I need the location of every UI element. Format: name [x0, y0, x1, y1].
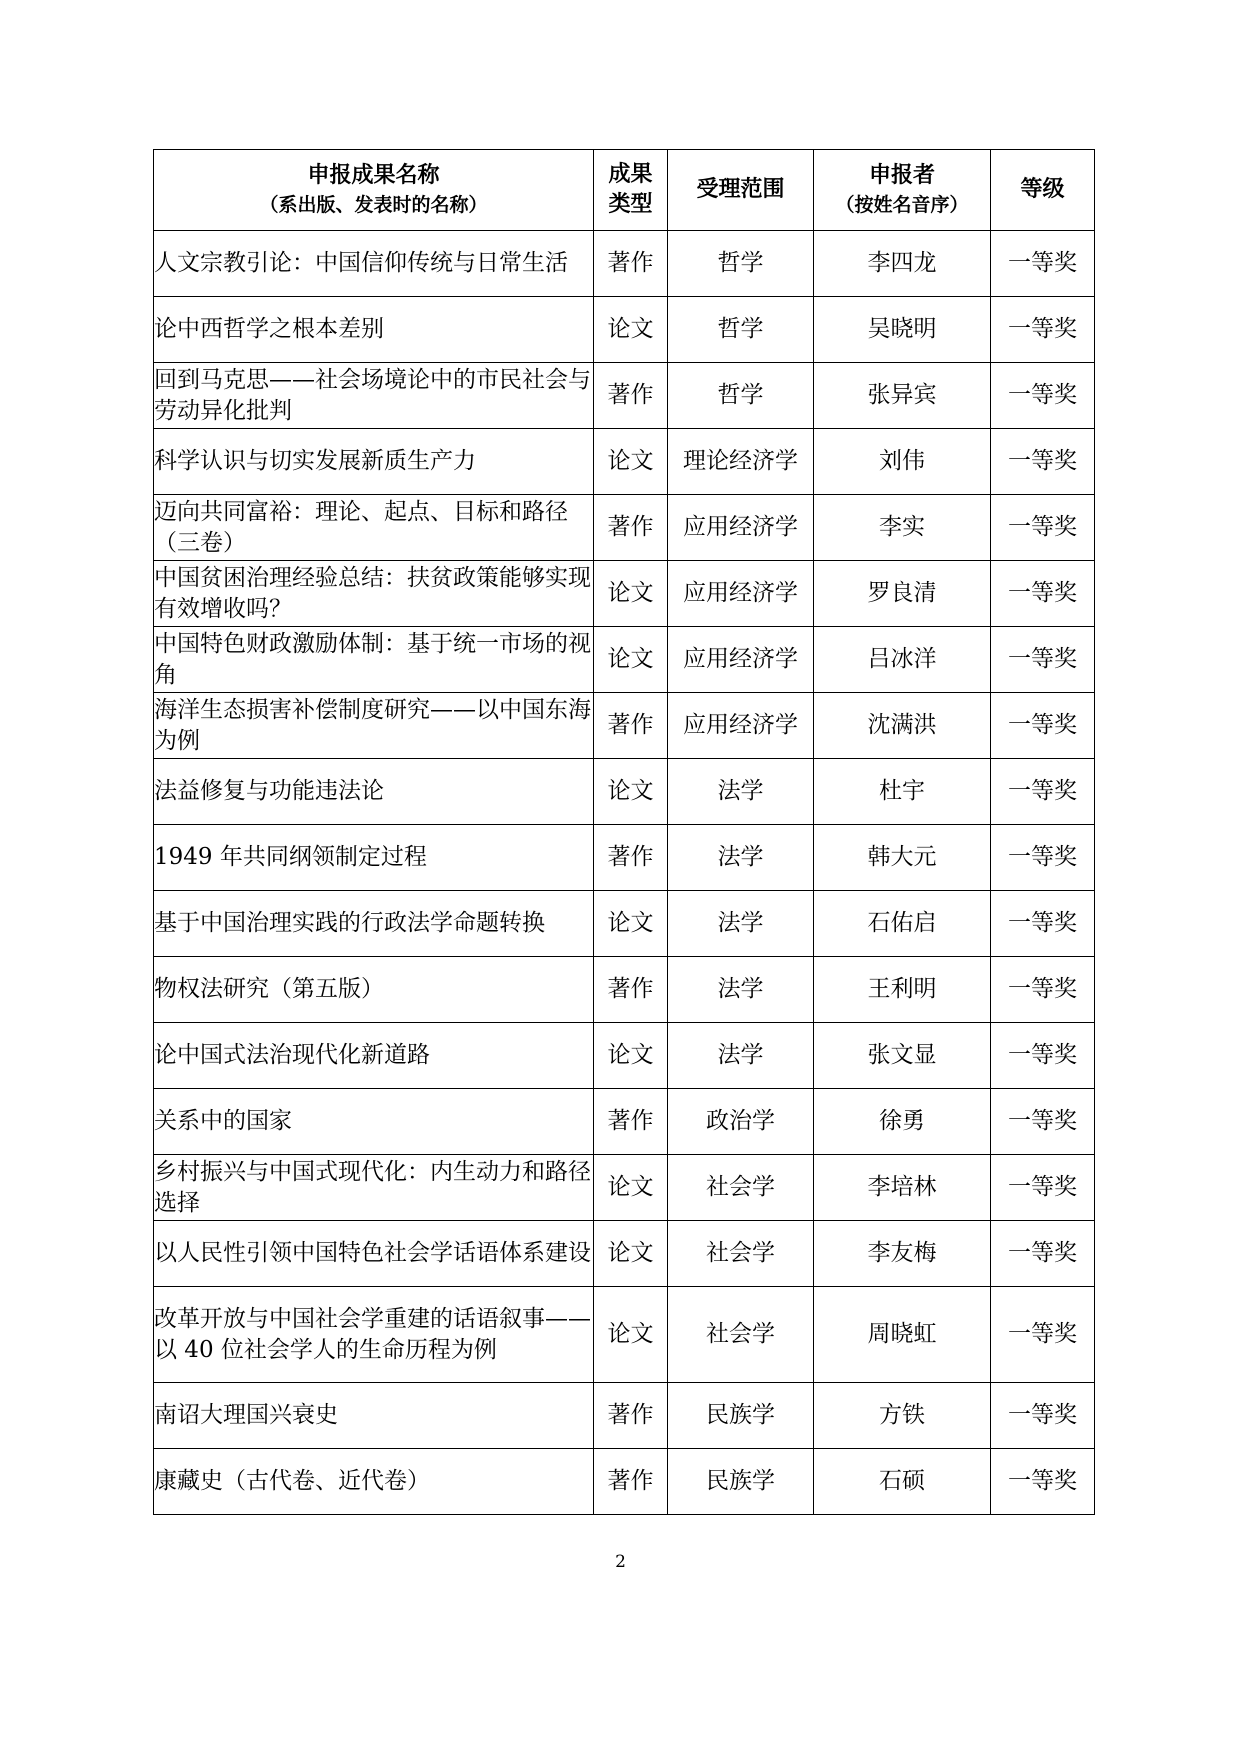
cell-type: 论文: [594, 759, 668, 825]
cell-title: 人文宗教引论：中国信仰传统与日常生活: [154, 231, 594, 297]
cell-scope: 应用经济学: [668, 495, 814, 561]
cell-grade: 一等奖: [991, 1023, 1095, 1089]
cell-author: 李培林: [814, 1155, 991, 1221]
table-row: [154, 891, 1095, 957]
cell-scope: 社会学: [668, 1155, 814, 1221]
table-row: [154, 957, 1095, 1023]
cell-author: 罗良清: [814, 561, 991, 627]
cell-title: 论中西哲学之根本差别: [154, 297, 594, 363]
cell-grade: 一等奖: [991, 759, 1095, 825]
cell-grade: 一等奖: [991, 1449, 1095, 1515]
cell-scope: 理论经济学: [668, 429, 814, 495]
cell-type: 论文: [594, 1155, 668, 1221]
cell-grade: 一等奖: [991, 825, 1095, 891]
cell-scope: 哲学: [668, 231, 814, 297]
cell-author: 李实: [814, 495, 991, 561]
header-grade: [991, 150, 1095, 231]
cell-scope: 哲学: [668, 297, 814, 363]
table-row: [154, 561, 1095, 627]
cell-author: 吕冰洋: [814, 627, 991, 693]
cell-scope: 法学: [668, 759, 814, 825]
cell-type: 论文: [594, 1023, 668, 1089]
cell-grade: 一等奖: [991, 363, 1095, 429]
table-row: [154, 1155, 1095, 1221]
cell-title: 科学认识与切实发展新质生产力: [154, 429, 594, 495]
cell-grade: 一等奖: [991, 297, 1095, 363]
cell-title: 康藏史（古代卷、近代卷）: [154, 1449, 594, 1515]
cell-scope: 应用经济学: [668, 561, 814, 627]
cell-type: 论文: [594, 1221, 668, 1287]
table-row: [154, 1287, 1095, 1383]
cell-author: 徐勇: [814, 1089, 991, 1155]
cell-grade: 一等奖: [991, 1221, 1095, 1287]
cell-author: 刘伟: [814, 429, 991, 495]
cell-scope: 应用经济学: [668, 627, 814, 693]
cell-type: 著作: [594, 957, 668, 1023]
table-row: [154, 1089, 1095, 1155]
cell-author: 李友梅: [814, 1221, 991, 1287]
cell-scope: 民族学: [668, 1383, 814, 1449]
cell-title: 基于中国治理实践的行政法学命题转换: [154, 891, 594, 957]
cell-grade: 一等奖: [991, 957, 1095, 1023]
cell-type: 论文: [594, 627, 668, 693]
cell-type: 论文: [594, 561, 668, 627]
cell-title: 迈向共同富裕：理论、起点、目标和路径（三卷）: [154, 495, 594, 561]
cell-title: 改革开放与中国社会学重建的话语叙事——以 40 位社会学人的生命历程为例: [154, 1287, 594, 1383]
header-title-sub: （系出版、发表时的名称）: [259, 194, 488, 216]
cell-title: 以人民性引领中国特色社会学话语体系建设: [154, 1221, 594, 1287]
cell-grade: 一等奖: [991, 495, 1095, 561]
header-author-main: 申报者: [868, 163, 935, 188]
cell-type: 著作: [594, 231, 668, 297]
header-row: [154, 150, 1095, 231]
cell-type: 著作: [594, 1089, 668, 1155]
cell-grade: 一等奖: [991, 693, 1095, 759]
cell-title: 中国特色财政激励体制：基于统一市场的视角: [154, 627, 594, 693]
cell-scope: 法学: [668, 1023, 814, 1089]
table-row: [154, 429, 1095, 495]
cell-type: 论文: [594, 429, 668, 495]
header-scope: [668, 150, 814, 231]
cell-title: 回到马克思——社会场境论中的市民社会与劳动异化批判: [154, 363, 594, 429]
cell-grade: 一等奖: [991, 1287, 1095, 1383]
cell-grade: 一等奖: [991, 1089, 1095, 1155]
cell-author: 张异宾: [814, 363, 991, 429]
cell-title: 1949 年共同纲领制定过程: [154, 825, 594, 891]
table-row: [154, 627, 1095, 693]
table-row: [154, 693, 1095, 759]
cell-grade: 一等奖: [991, 561, 1095, 627]
cell-type: 著作: [594, 1449, 668, 1515]
cell-scope: 民族学: [668, 1449, 814, 1515]
header-author: [814, 150, 991, 231]
table-row: [154, 297, 1095, 363]
cell-author: 李四龙: [814, 231, 991, 297]
cell-type: 著作: [594, 693, 668, 759]
table-row: [154, 1023, 1095, 1089]
table-row: [154, 495, 1095, 561]
page-number: 2: [615, 1552, 626, 1572]
cell-type: 著作: [594, 825, 668, 891]
cell-grade: 一等奖: [991, 627, 1095, 693]
cell-author: 石硕: [814, 1449, 991, 1515]
cell-title: 海洋生态损害补偿制度研究——以中国东海为例: [154, 693, 594, 759]
header-scope-label: 受理范围: [696, 177, 785, 202]
header-title: [154, 150, 594, 231]
table-row: [154, 1383, 1095, 1449]
cell-type: 著作: [594, 363, 668, 429]
cell-author: 石佑启: [814, 891, 991, 957]
header-title-main: 申报成果名称: [307, 163, 440, 188]
cell-scope: 社会学: [668, 1221, 814, 1287]
table-row: [154, 1449, 1095, 1515]
cell-author: 周晓虹: [814, 1287, 991, 1383]
cell-grade: 一等奖: [991, 429, 1095, 495]
header-author-sub: （按姓名音序）: [835, 194, 969, 216]
cell-title: 法益修复与功能违法论: [154, 759, 594, 825]
cell-title: 关系中的国家: [154, 1089, 594, 1155]
cell-grade: 一等奖: [991, 231, 1095, 297]
cell-author: 张文显: [814, 1023, 991, 1089]
awards-table: [153, 149, 1095, 1515]
cell-scope: 法学: [668, 825, 814, 891]
cell-scope: 应用经济学: [668, 693, 814, 759]
header-type-line1: 成果: [608, 162, 653, 187]
cell-scope: 法学: [668, 891, 814, 957]
cell-title: 乡村振兴与中国式现代化：内生动力和路径选择: [154, 1155, 594, 1221]
header-grade-label: 等级: [1020, 177, 1065, 202]
cell-grade: 一等奖: [991, 1155, 1095, 1221]
cell-author: 王利明: [814, 957, 991, 1023]
cell-type: 论文: [594, 891, 668, 957]
cell-title: 论中国式法治现代化新道路: [154, 1023, 594, 1089]
cell-author: 杜宇: [814, 759, 991, 825]
table-row: [154, 363, 1095, 429]
cell-grade: 一等奖: [991, 1383, 1095, 1449]
cell-type: 著作: [594, 1383, 668, 1449]
header-type: [594, 150, 668, 231]
table-row: [154, 231, 1095, 297]
cell-author: 韩大元: [814, 825, 991, 891]
cell-grade: 一等奖: [991, 891, 1095, 957]
cell-scope: 政治学: [668, 1089, 814, 1155]
cell-scope: 哲学: [668, 363, 814, 429]
table-row: [154, 1221, 1095, 1287]
table-body: [154, 231, 1095, 1515]
cell-author: 吴晓明: [814, 297, 991, 363]
cell-title: 物权法研究（第五版）: [154, 957, 594, 1023]
cell-type: 著作: [594, 495, 668, 561]
table-row: [154, 825, 1095, 891]
cell-scope: 法学: [668, 957, 814, 1023]
table-row: [154, 759, 1095, 825]
table-header: [154, 150, 1095, 231]
cell-author: 方铁: [814, 1383, 991, 1449]
cell-type: 论文: [594, 297, 668, 363]
cell-author: 沈满洪: [814, 693, 991, 759]
cell-title: 南诏大理国兴衰史: [154, 1383, 594, 1449]
cell-scope: 社会学: [668, 1287, 814, 1383]
cell-type: 论文: [594, 1287, 668, 1383]
cell-title: 中国贫困治理经验总结：扶贫政策能够实现有效增收吗？: [154, 561, 594, 627]
header-type-line2: 类型: [608, 192, 653, 217]
